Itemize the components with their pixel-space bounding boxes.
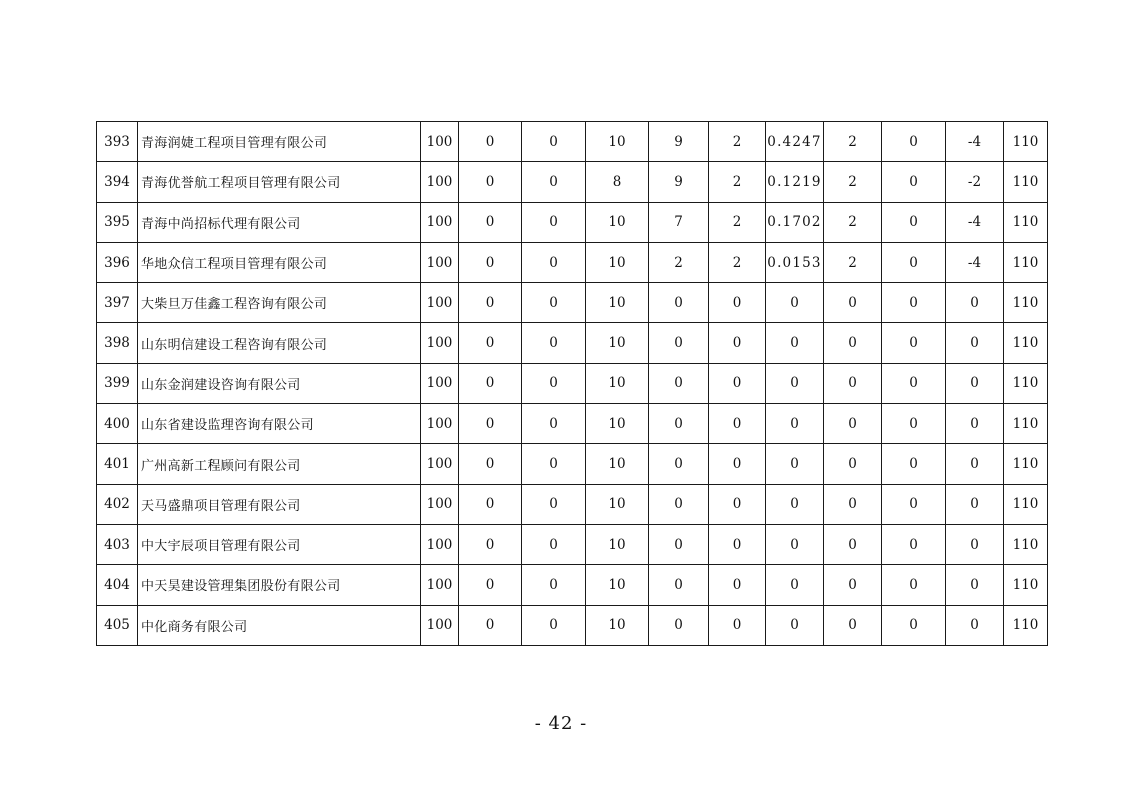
table-row [97,605,1048,645]
score-cell-9: 0 [882,484,946,524]
table-row [97,524,1048,564]
score-cell-9: 0 [882,242,946,282]
score-cell-6: 0 [709,444,766,484]
score-cell-7: 0 [766,283,824,323]
company-name-cell: 华地众信工程项目管理有限公司 [138,242,421,282]
score-cell-4: 10 [586,404,649,444]
row-number-cell: 394 [97,162,138,202]
score-cell-10: 0 [946,605,1004,645]
score-cell-5: 0 [649,283,709,323]
score-cell-1: 100 [421,162,459,202]
score-cell-10: 0 [946,484,1004,524]
score-cell-1: 100 [421,565,459,605]
score-cell-9: 0 [882,323,946,363]
score-cell-6: 2 [709,242,766,282]
score-cell-1: 100 [421,524,459,564]
score-cell-2: 0 [459,565,522,605]
company-name-cell: 广州高新工程顾问有限公司 [138,444,421,484]
score-cell-3: 0 [522,524,586,564]
company-name-cell: 中大宇辰项目管理有限公司 [138,524,421,564]
score-cell-9: 0 [882,202,946,242]
score-cell-2: 0 [459,122,522,162]
table-row [97,565,1048,605]
score-cell-8: 2 [824,202,882,242]
score-cell-1: 100 [421,444,459,484]
company-name-cell: 山东明信建设工程咨询有限公司 [138,323,421,363]
score-cell-8: 0 [824,605,882,645]
table-row [97,242,1048,282]
score-cell-2: 0 [459,363,522,403]
score-cell-7: 0.1702 [766,202,824,242]
table-row [97,404,1048,444]
company-name-cell: 山东金润建设咨询有限公司 [138,363,421,403]
score-cell-8: 0 [824,565,882,605]
score-cell-10: 0 [946,283,1004,323]
score-cell-6: 2 [709,122,766,162]
score-cell-2: 0 [459,162,522,202]
row-number-cell: 399 [97,363,138,403]
score-cell-5: 0 [649,323,709,363]
score-cell-1: 100 [421,202,459,242]
row-number-cell: 395 [97,202,138,242]
total-score-cell: 110 [1004,363,1048,403]
score-cell-1: 100 [421,242,459,282]
table-row [97,122,1048,162]
score-cell-6: 0 [709,524,766,564]
row-number-cell: 393 [97,122,138,162]
total-score-cell: 110 [1004,323,1048,363]
score-cell-2: 0 [459,605,522,645]
score-cell-5: 0 [649,524,709,564]
score-cell-8: 2 [824,242,882,282]
company-name-cell: 山东省建设监理咨询有限公司 [138,404,421,444]
total-score-cell: 110 [1004,404,1048,444]
score-cell-6: 0 [709,565,766,605]
score-cell-3: 0 [522,605,586,645]
score-cell-8: 0 [824,484,882,524]
score-cell-7: 0.1219 [766,162,824,202]
score-cell-5: 0 [649,404,709,444]
score-cell-7: 0 [766,363,824,403]
row-number-cell: 397 [97,283,138,323]
score-cell-7: 0 [766,605,824,645]
score-cell-8: 2 [824,122,882,162]
table-row [97,283,1048,323]
score-cell-6: 2 [709,162,766,202]
total-score-cell: 110 [1004,565,1048,605]
total-score-cell: 110 [1004,524,1048,564]
score-cell-7: 0 [766,444,824,484]
row-number-cell: 403 [97,524,138,564]
score-cell-5: 7 [649,202,709,242]
score-cell-7: 0 [766,524,824,564]
company-name-cell: 中天昊建设管理集团股份有限公司 [138,565,421,605]
score-cell-6: 0 [709,283,766,323]
score-cell-8: 0 [824,283,882,323]
row-number-cell: 402 [97,484,138,524]
score-cell-7: 0 [766,323,824,363]
score-cell-2: 0 [459,484,522,524]
score-cell-7: 0 [766,484,824,524]
total-score-cell: 110 [1004,122,1048,162]
score-cell-5: 0 [649,605,709,645]
score-cell-4: 10 [586,323,649,363]
total-score-cell: 110 [1004,605,1048,645]
score-cell-8: 0 [824,404,882,444]
score-cell-1: 100 [421,484,459,524]
company-name-cell: 中化商务有限公司 [138,605,421,645]
company-name-cell: 青海中尚招标代理有限公司 [138,202,421,242]
score-cell-5: 2 [649,242,709,282]
score-cell-7: 0 [766,565,824,605]
score-cell-4: 10 [586,122,649,162]
score-cell-2: 0 [459,242,522,282]
score-cell-9: 0 [882,605,946,645]
score-cell-3: 0 [522,404,586,444]
table-row [97,363,1048,403]
score-cell-4: 10 [586,363,649,403]
table-row [97,323,1048,363]
score-cell-6: 0 [709,323,766,363]
row-number-cell: 405 [97,605,138,645]
score-cell-5: 0 [649,484,709,524]
score-cell-6: 0 [709,404,766,444]
score-cell-7: 0 [766,404,824,444]
page-number: - 42 - [534,713,588,734]
score-cell-9: 0 [882,524,946,564]
score-cell-10: -4 [946,242,1004,282]
score-cell-3: 0 [522,283,586,323]
score-cell-5: 0 [649,565,709,605]
score-cell-10: 0 [946,565,1004,605]
score-cell-1: 100 [421,323,459,363]
score-cell-2: 0 [459,323,522,363]
score-cell-10: -2 [946,162,1004,202]
score-cell-9: 0 [882,283,946,323]
score-cell-3: 0 [522,242,586,282]
score-cell-1: 100 [421,363,459,403]
table-body [97,122,1048,646]
table-row [97,444,1048,484]
score-cell-3: 0 [522,565,586,605]
row-number-cell: 404 [97,565,138,605]
score-cell-4: 10 [586,565,649,605]
score-cell-10: 0 [946,444,1004,484]
score-cell-2: 0 [459,202,522,242]
company-name-cell: 青海优誉航工程项目管理有限公司 [138,162,421,202]
company-name-cell: 青海润婕工程项目管理有限公司 [138,122,421,162]
row-number-cell: 400 [97,404,138,444]
score-cell-10: 0 [946,404,1004,444]
score-cell-2: 0 [459,444,522,484]
score-cell-4: 10 [586,605,649,645]
score-cell-10: 0 [946,323,1004,363]
score-cell-2: 0 [459,524,522,564]
score-cell-10: -4 [946,122,1004,162]
score-cell-6: 0 [709,605,766,645]
score-cell-4: 10 [586,202,649,242]
score-cell-3: 0 [522,363,586,403]
score-cell-1: 100 [421,404,459,444]
score-cell-6: 0 [709,484,766,524]
score-cell-4: 10 [586,524,649,564]
score-cell-3: 0 [522,122,586,162]
score-cell-7: 0.4247 [766,122,824,162]
score-cell-8: 0 [824,444,882,484]
company-name-cell: 大柴旦万佳鑫工程咨询有限公司 [138,283,421,323]
score-cell-10: 0 [946,363,1004,403]
score-cell-4: 10 [586,283,649,323]
total-score-cell: 110 [1004,484,1048,524]
score-cell-6: 2 [709,202,766,242]
score-cell-5: 9 [649,122,709,162]
row-number-cell: 401 [97,444,138,484]
row-number-cell: 398 [97,323,138,363]
score-cell-4: 10 [586,444,649,484]
score-cell-5: 0 [649,363,709,403]
score-cell-1: 100 [421,605,459,645]
score-cell-2: 0 [459,283,522,323]
row-number-cell: 396 [97,242,138,282]
score-cell-1: 100 [421,122,459,162]
score-cell-9: 0 [882,444,946,484]
score-cell-3: 0 [522,444,586,484]
score-cell-5: 9 [649,162,709,202]
score-cell-3: 0 [522,162,586,202]
score-cell-9: 0 [882,162,946,202]
score-cell-1: 100 [421,283,459,323]
company-score-table [96,121,1048,646]
score-cell-3: 0 [522,484,586,524]
table-row [97,162,1048,202]
score-cell-10: 0 [946,524,1004,564]
score-cell-4: 10 [586,484,649,524]
score-cell-3: 0 [522,202,586,242]
score-cell-8: 2 [824,162,882,202]
score-cell-4: 8 [586,162,649,202]
score-cell-9: 0 [882,122,946,162]
score-cell-7: 0.0153 [766,242,824,282]
score-cell-6: 0 [709,363,766,403]
table-row [97,484,1048,524]
score-cell-9: 0 [882,404,946,444]
score-cell-3: 0 [522,323,586,363]
score-cell-9: 0 [882,363,946,403]
score-cell-9: 0 [882,565,946,605]
score-cell-4: 10 [586,242,649,282]
score-cell-5: 0 [649,444,709,484]
score-cell-8: 0 [824,363,882,403]
score-cell-10: -4 [946,202,1004,242]
table-row [97,202,1048,242]
company-name-cell: 天马盛鼎项目管理有限公司 [138,484,421,524]
score-cell-2: 0 [459,404,522,444]
total-score-cell: 110 [1004,202,1048,242]
total-score-cell: 110 [1004,444,1048,484]
total-score-cell: 110 [1004,162,1048,202]
score-cell-8: 0 [824,524,882,564]
total-score-cell: 110 [1004,242,1048,282]
score-cell-8: 0 [824,323,882,363]
total-score-cell: 110 [1004,283,1048,323]
